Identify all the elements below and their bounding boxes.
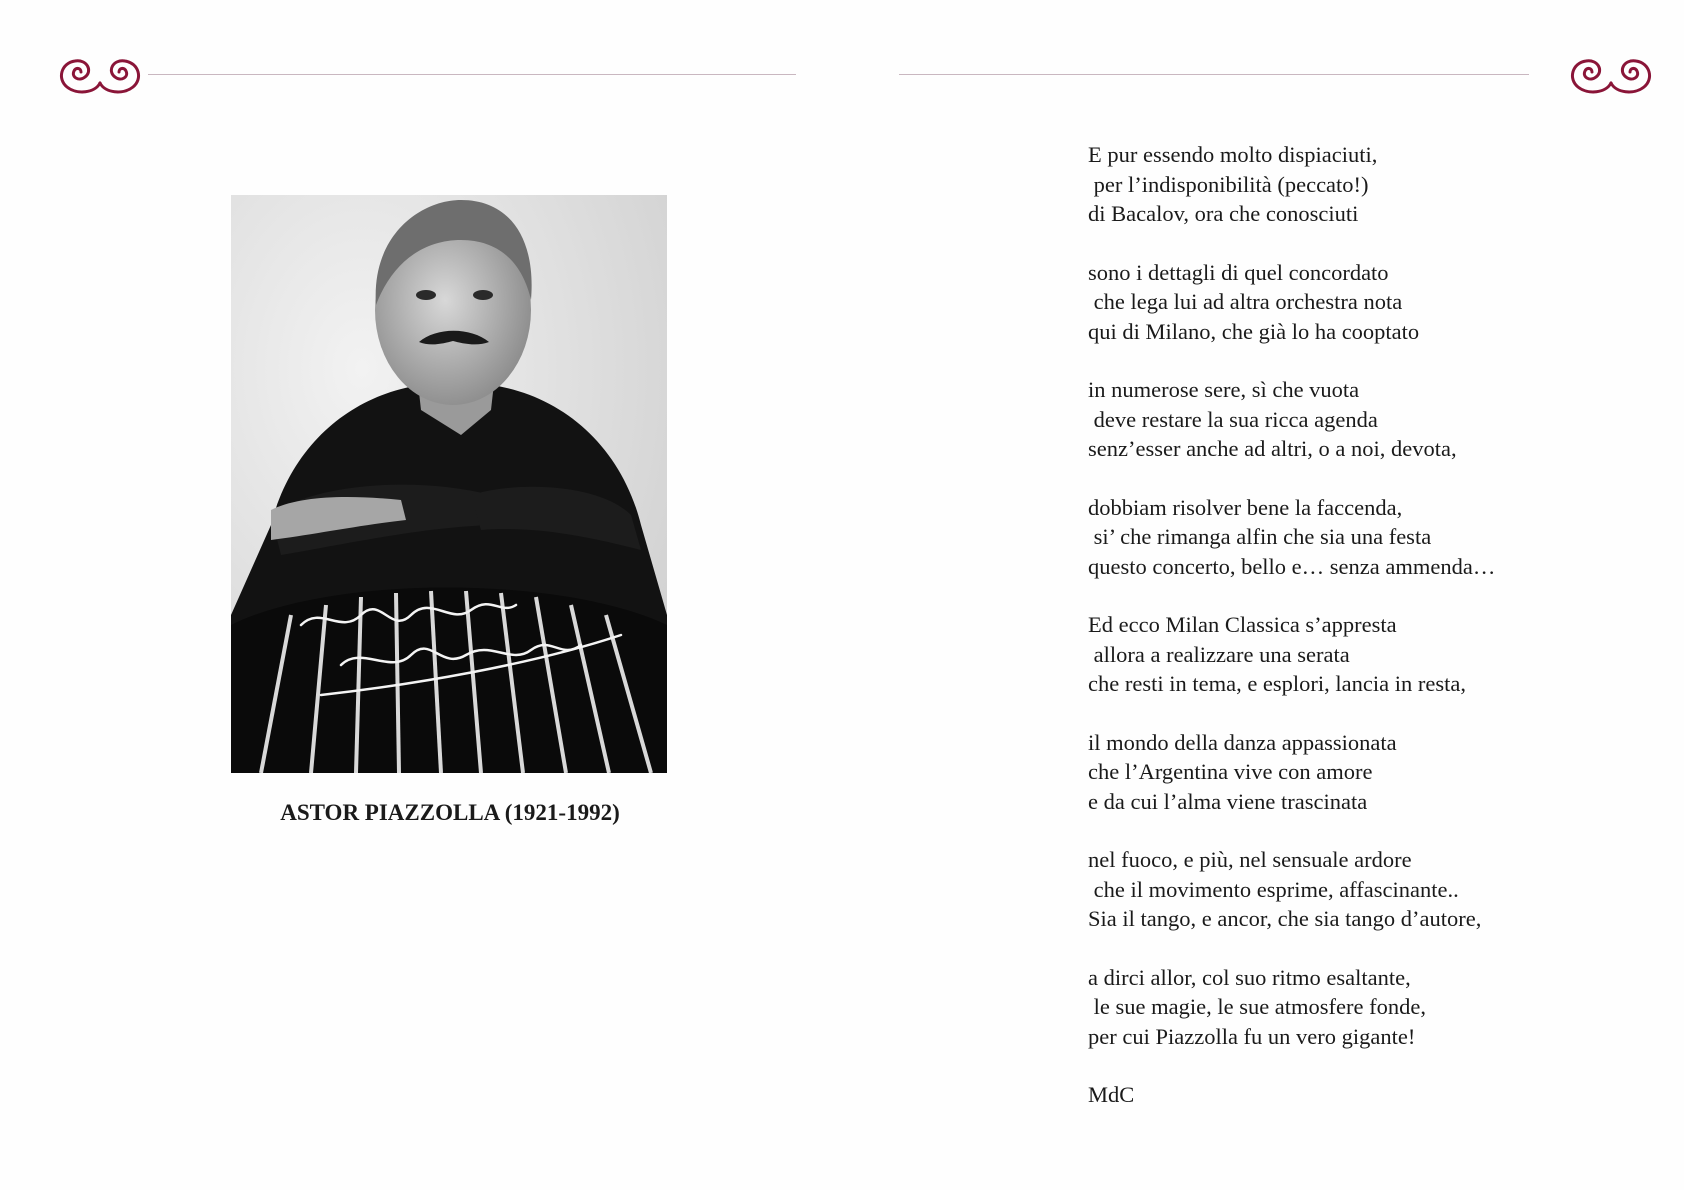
poem-line: che l’Argentina vive con amore [1088,759,1373,784]
double-spiral-ornament-icon [55,55,145,97]
poem-line: in numerose sere, sì che vuota [1088,377,1360,402]
stanza [1088,610,1608,699]
header-rule [148,74,796,75]
poem-line: qui di Milano, che già lo ha cooptato [1088,318,1420,344]
photo-caption: ASTOR PIAZZOLLA (1921-1992) [280,800,620,825]
stanza [1088,375,1608,464]
poem-line: Ed ecco Milan Classica s’appresta [1088,612,1397,637]
poem-line: sono i dettagli di quel concordato [1088,259,1389,285]
poem-line: questo concerto, bello e… senza ammenda… [1088,553,1496,579]
poem-line: che il movimento esprime, affascinante.. [1088,876,1459,902]
poem-line: a dirci allor, col suo ritmo esaltante, [1088,964,1411,990]
stanza [1088,258,1608,347]
poem-line: allora a realizzare una serata [1088,641,1350,667]
poem-line: dobbiam risolver bene la faccenda, [1088,494,1403,520]
stanza [1088,845,1608,934]
poem-line: senz’esser anche ad altri, o a noi, devota, [1088,436,1457,461]
poem-line: per l’indisponibilità (peccato!) [1088,171,1369,197]
poem-line: che resti in tema, e esplori, lancia in resta, [1088,671,1466,696]
poem [1088,140,1608,1110]
header-rule [899,74,1529,75]
poem-line: e da cui l’alma viene trascinata [1088,788,1368,814]
stanza [1088,728,1608,817]
right-page [842,0,1684,1190]
poem-line: E pur essendo molto dispiaciuti, [1088,142,1378,167]
stanza [1088,140,1608,229]
poem-line: deve restare la sua ricca agenda [1088,406,1378,432]
poem-line: il mondo della danza appassionata [1088,729,1397,755]
stanza [1088,493,1608,582]
poem-line: si’ che rimanga alfin che sia una festa [1088,524,1432,549]
poem-line: di Bacalov, ora che conosciuti [1088,201,1359,226]
stanza [1088,963,1608,1052]
poem-line: le sue magie, le sue atmosfere fonde, [1088,994,1426,1019]
poem-line: per cui Piazzolla fu un vero gigante! [1088,1023,1416,1049]
author-signature: MdC [1088,1082,1135,1107]
double-spiral-ornament-icon [1566,55,1656,97]
portrait-photo [231,195,667,773]
poem-line: Sia il tango, e ancor, che sia tango d’autore, [1088,906,1482,931]
poem-line: che lega lui ad altra orchestra nota [1088,289,1403,314]
poem-line: nel fuoco, e più, nel sensuale ardore [1088,847,1412,872]
